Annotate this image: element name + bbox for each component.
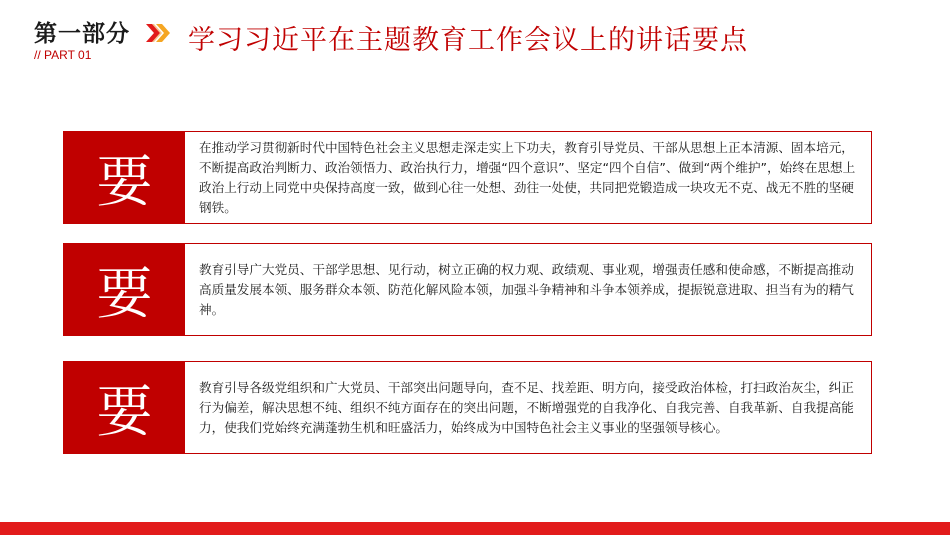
point-text: 教育引导广大党员、干部学思想、见行动，树立正确的权力观、政绩观、事业观，增强责任感和使命感，不断提高推动高质量发展本领、服务群众本领、防范化解风险本领，加强斗争精神和斗争本领养成，提振锐意进取、担当有为的精气神。 <box>199 261 854 317</box>
point-tag: 要 <box>64 244 185 335</box>
page-title: 学习习近平在主题教育工作会议上的讲话要点 <box>188 25 748 56</box>
point-card-2 <box>63 243 872 336</box>
section-subtitle: // PART 01 <box>34 48 92 62</box>
point-card-1 <box>63 131 872 224</box>
point-tag: 要 <box>64 362 185 453</box>
section-label: 第一部分 <box>34 21 130 47</box>
point-tag: 要 <box>64 132 185 223</box>
double-chevron-right-icon <box>146 22 172 44</box>
point-card-3 <box>63 361 872 454</box>
footer-bar <box>0 522 950 535</box>
point-text: 在推动学习贯彻新时代中国特色社会主义思想走深走实上下功夫，教育引导党员、干部从思想上正本清源、固本培元，不断提高政治判断力、政治领悟力、政治执行力，增强“四个意识”、坚定“四个自信”、做到“两个维护”，始终在思想上政治上行动上同党中央保持高度一致，做到心往一处想、劲往一处使，共同把党锻造成一块攻无不克、战无不胜的坚硬钢铁。 <box>199 139 856 215</box>
point-text: 教育引导各级党组织和广大党员、干部突出问题导向，查不足、找差距、明方向，接受政治体检，打扫政治灰尘，纠正行为偏差，解决思想不纯、组织不纯方面存在的突出问题，不断增强党的自我净化、自我完善、自我革新、自我提高能力，使我们党始终充满蓬勃生机和旺盛活力，始终成为中国特色社会主义事业的坚强领导核心。 <box>199 379 854 435</box>
